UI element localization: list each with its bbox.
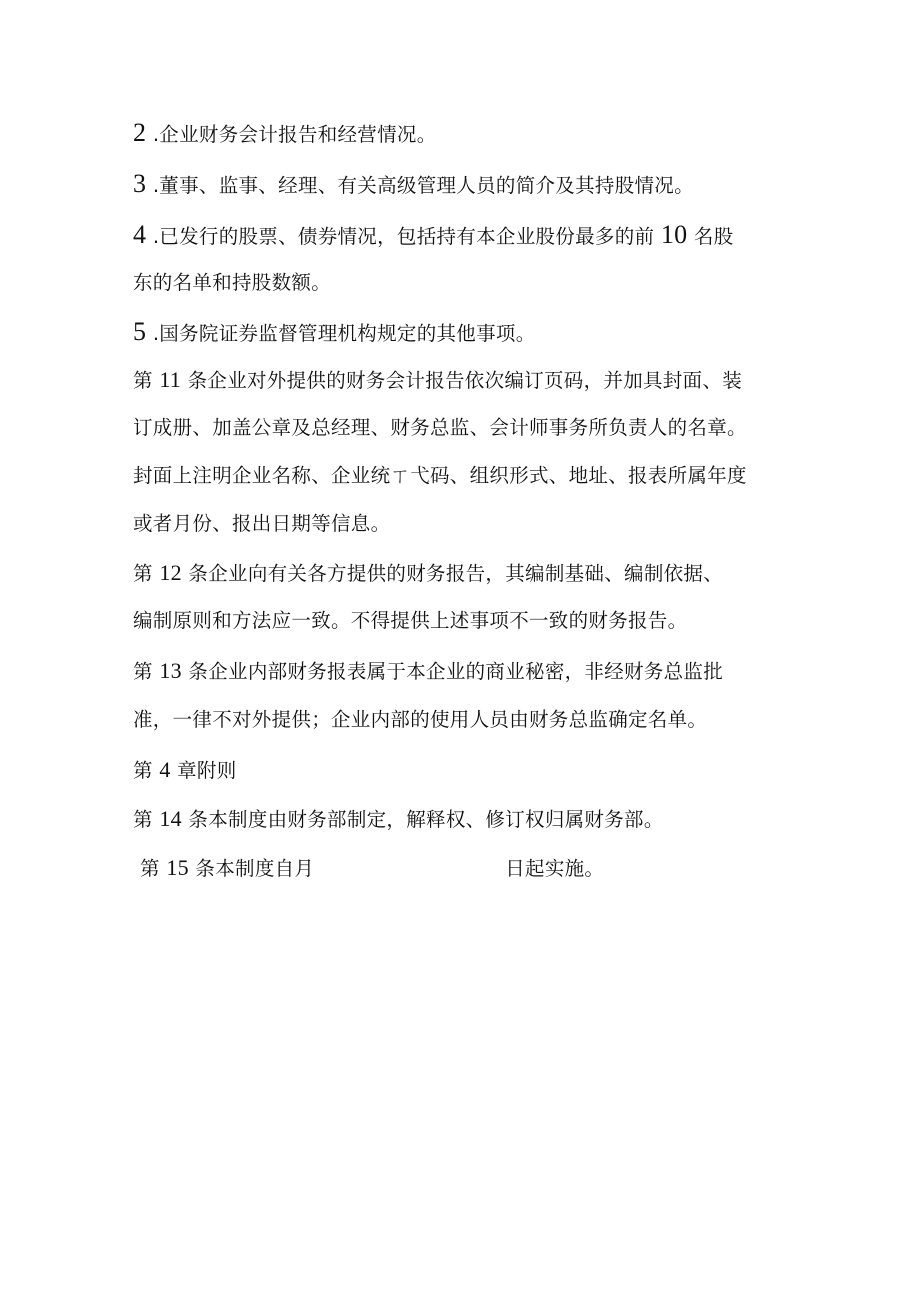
article-text: 封面上注明企业名称、企业统ㄒ弋码、组织形式、地址、报表所属年度 bbox=[133, 464, 747, 487]
list-item-4-continuation bbox=[133, 268, 331, 298]
item-text: .国务院证券监督管理机构规定的其他事项。 bbox=[152, 322, 536, 345]
article-text: 条本制度自月 bbox=[195, 857, 315, 880]
article-11-line-4 bbox=[133, 509, 390, 539]
article-text: 编制原则和方法应一致。不得提供上述事项不一致的财务报告。 bbox=[133, 609, 688, 632]
article-text-continued: 日起实施。 bbox=[505, 857, 605, 880]
article-prefix: 第 bbox=[140, 857, 160, 880]
article-number: 11 bbox=[159, 367, 182, 392]
chapter-prefix: 第 bbox=[133, 759, 153, 782]
article-12-line-2 bbox=[133, 606, 687, 636]
item-text: .董事、监事、经理、有关高级管理人员的简介及其持股情况。 bbox=[152, 174, 694, 197]
item-number: 3 bbox=[133, 169, 147, 198]
article-number: 13 bbox=[159, 658, 182, 683]
article-11-line-3 bbox=[133, 461, 747, 491]
item-number: 2 bbox=[133, 118, 147, 147]
list-item-2 bbox=[133, 118, 437, 150]
article-13-line-1 bbox=[133, 656, 723, 687]
article-15-line-1 bbox=[140, 853, 604, 884]
item-text-continued: 名股 bbox=[693, 225, 734, 248]
chapter-4-heading bbox=[133, 755, 237, 786]
item-text: 东的名单和持股数额。 bbox=[133, 271, 332, 294]
article-11-line-2 bbox=[133, 413, 747, 443]
article-14-line-1 bbox=[133, 804, 664, 835]
article-12-line-1 bbox=[133, 558, 723, 589]
chapter-title: 章附则 bbox=[177, 759, 237, 782]
article-text: 或者月份、报出日期等信息。 bbox=[133, 512, 391, 535]
article-text: 条本制度由财务部制定，解释权、修订权归属财务部。 bbox=[188, 808, 664, 831]
article-prefix: 第 bbox=[133, 660, 153, 683]
article-prefix: 第 bbox=[133, 562, 153, 585]
article-text: 条企业内部财务报表属于本企业的商业秘密，非经财务总监批 bbox=[188, 660, 724, 683]
article-13-line-2 bbox=[133, 705, 707, 735]
item-inline-number: 10 bbox=[660, 220, 688, 249]
item-number: 5 bbox=[133, 317, 147, 346]
article-text: 准，一律不对外提供；企业内部的使用人员由财务总监确定名单。 bbox=[133, 708, 708, 731]
article-text: 订成册、加盖公章及总经理、财务总监、会计师事务所负责人的名章。 bbox=[133, 416, 747, 439]
item-text: .企业财务会计报告和经营情况。 bbox=[152, 123, 437, 146]
list-item-5 bbox=[133, 317, 536, 349]
list-item-4 bbox=[133, 220, 734, 252]
article-text: 条企业对外提供的财务会计报告依次编订页码，并加具封面、装 bbox=[187, 369, 743, 392]
article-prefix: 第 bbox=[133, 369, 153, 392]
article-text: 条企业向有关各方提供的财务报告，其编制基础、编制依据、 bbox=[188, 562, 724, 585]
article-prefix: 第 bbox=[133, 808, 153, 831]
article-number: 15 bbox=[166, 855, 189, 880]
list-item-3 bbox=[133, 169, 694, 201]
chapter-number: 4 bbox=[159, 757, 171, 782]
item-number: 4 bbox=[133, 220, 147, 249]
item-text: .已发行的股票、债券情况，包括持有本企业股份最多的前 bbox=[152, 225, 655, 248]
article-number: 12 bbox=[159, 560, 182, 585]
article-number: 14 bbox=[159, 806, 182, 831]
article-11-line-1 bbox=[133, 365, 742, 396]
